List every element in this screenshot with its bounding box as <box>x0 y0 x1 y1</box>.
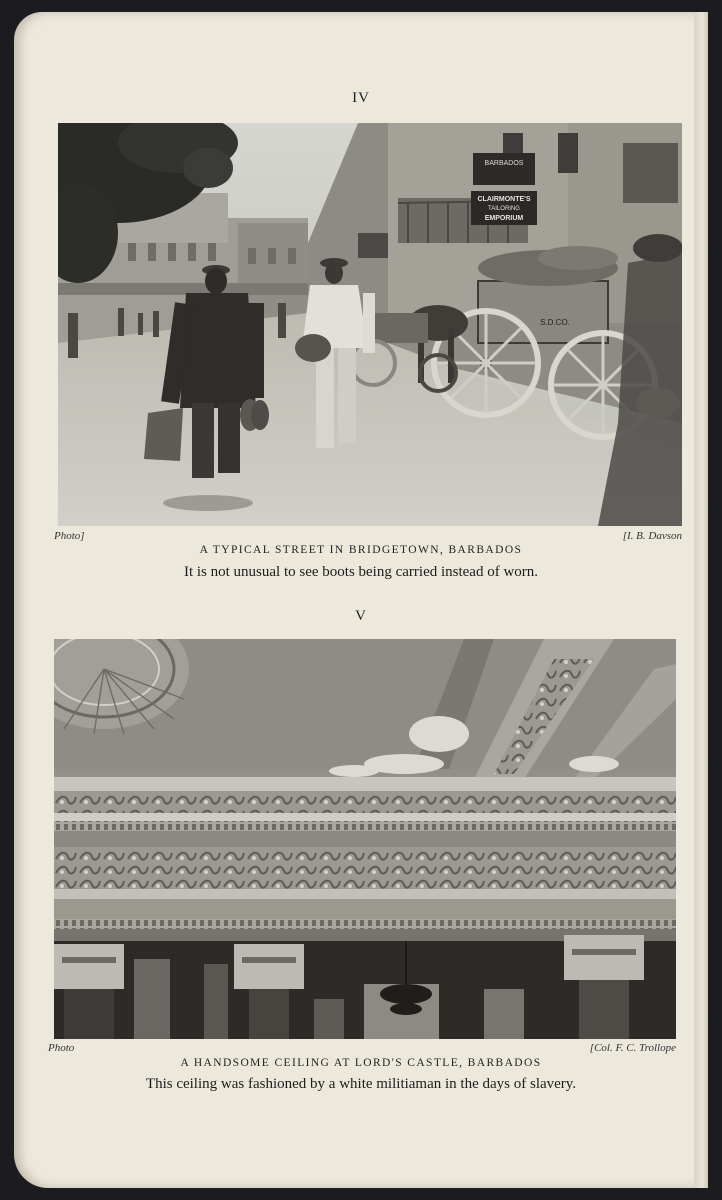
ceiling-photo <box>54 639 676 1039</box>
svg-text:BARBADOS: BARBADOS <box>484 160 524 167</box>
plate-title: A HANDSOME CEILING AT LORD'S CASTLE, BARBADOS <box>180 1057 542 1069</box>
svg-text:EMPORIUM: EMPORIUM <box>484 215 524 222</box>
street-photo <box>58 123 682 526</box>
plate-number-iv: IV <box>352 90 370 106</box>
svg-text:S.D.CO.: S.D.CO. <box>540 318 570 327</box>
cornice <box>54 777 676 941</box>
svg-text:CLAIRMONTE'S: CLAIRMONTE'S <box>477 196 531 203</box>
plate-caption: It is not unusual to see boots being carried instead of worn. <box>183 564 539 580</box>
photo-credit-left: Photo] <box>54 530 85 542</box>
plate-caption: This ceiling was fashioned by a white militiaman in the days of slavery. <box>145 1076 577 1092</box>
photo-credit-right: [Col. F. C. Trollope <box>589 1042 676 1054</box>
plate-title: A TYPICAL STREET IN BRIDGETOWN, BARBADOS <box>199 544 523 556</box>
photo-credit-right: [I. B. Davson <box>622 530 682 542</box>
book-page <box>14 12 708 1188</box>
plate-number-v: V <box>355 608 367 624</box>
svg-text:TAILORING: TAILORING <box>488 206 520 212</box>
photo-credit-left: Photo <box>48 1042 75 1054</box>
page-spine-edge <box>694 12 708 1188</box>
